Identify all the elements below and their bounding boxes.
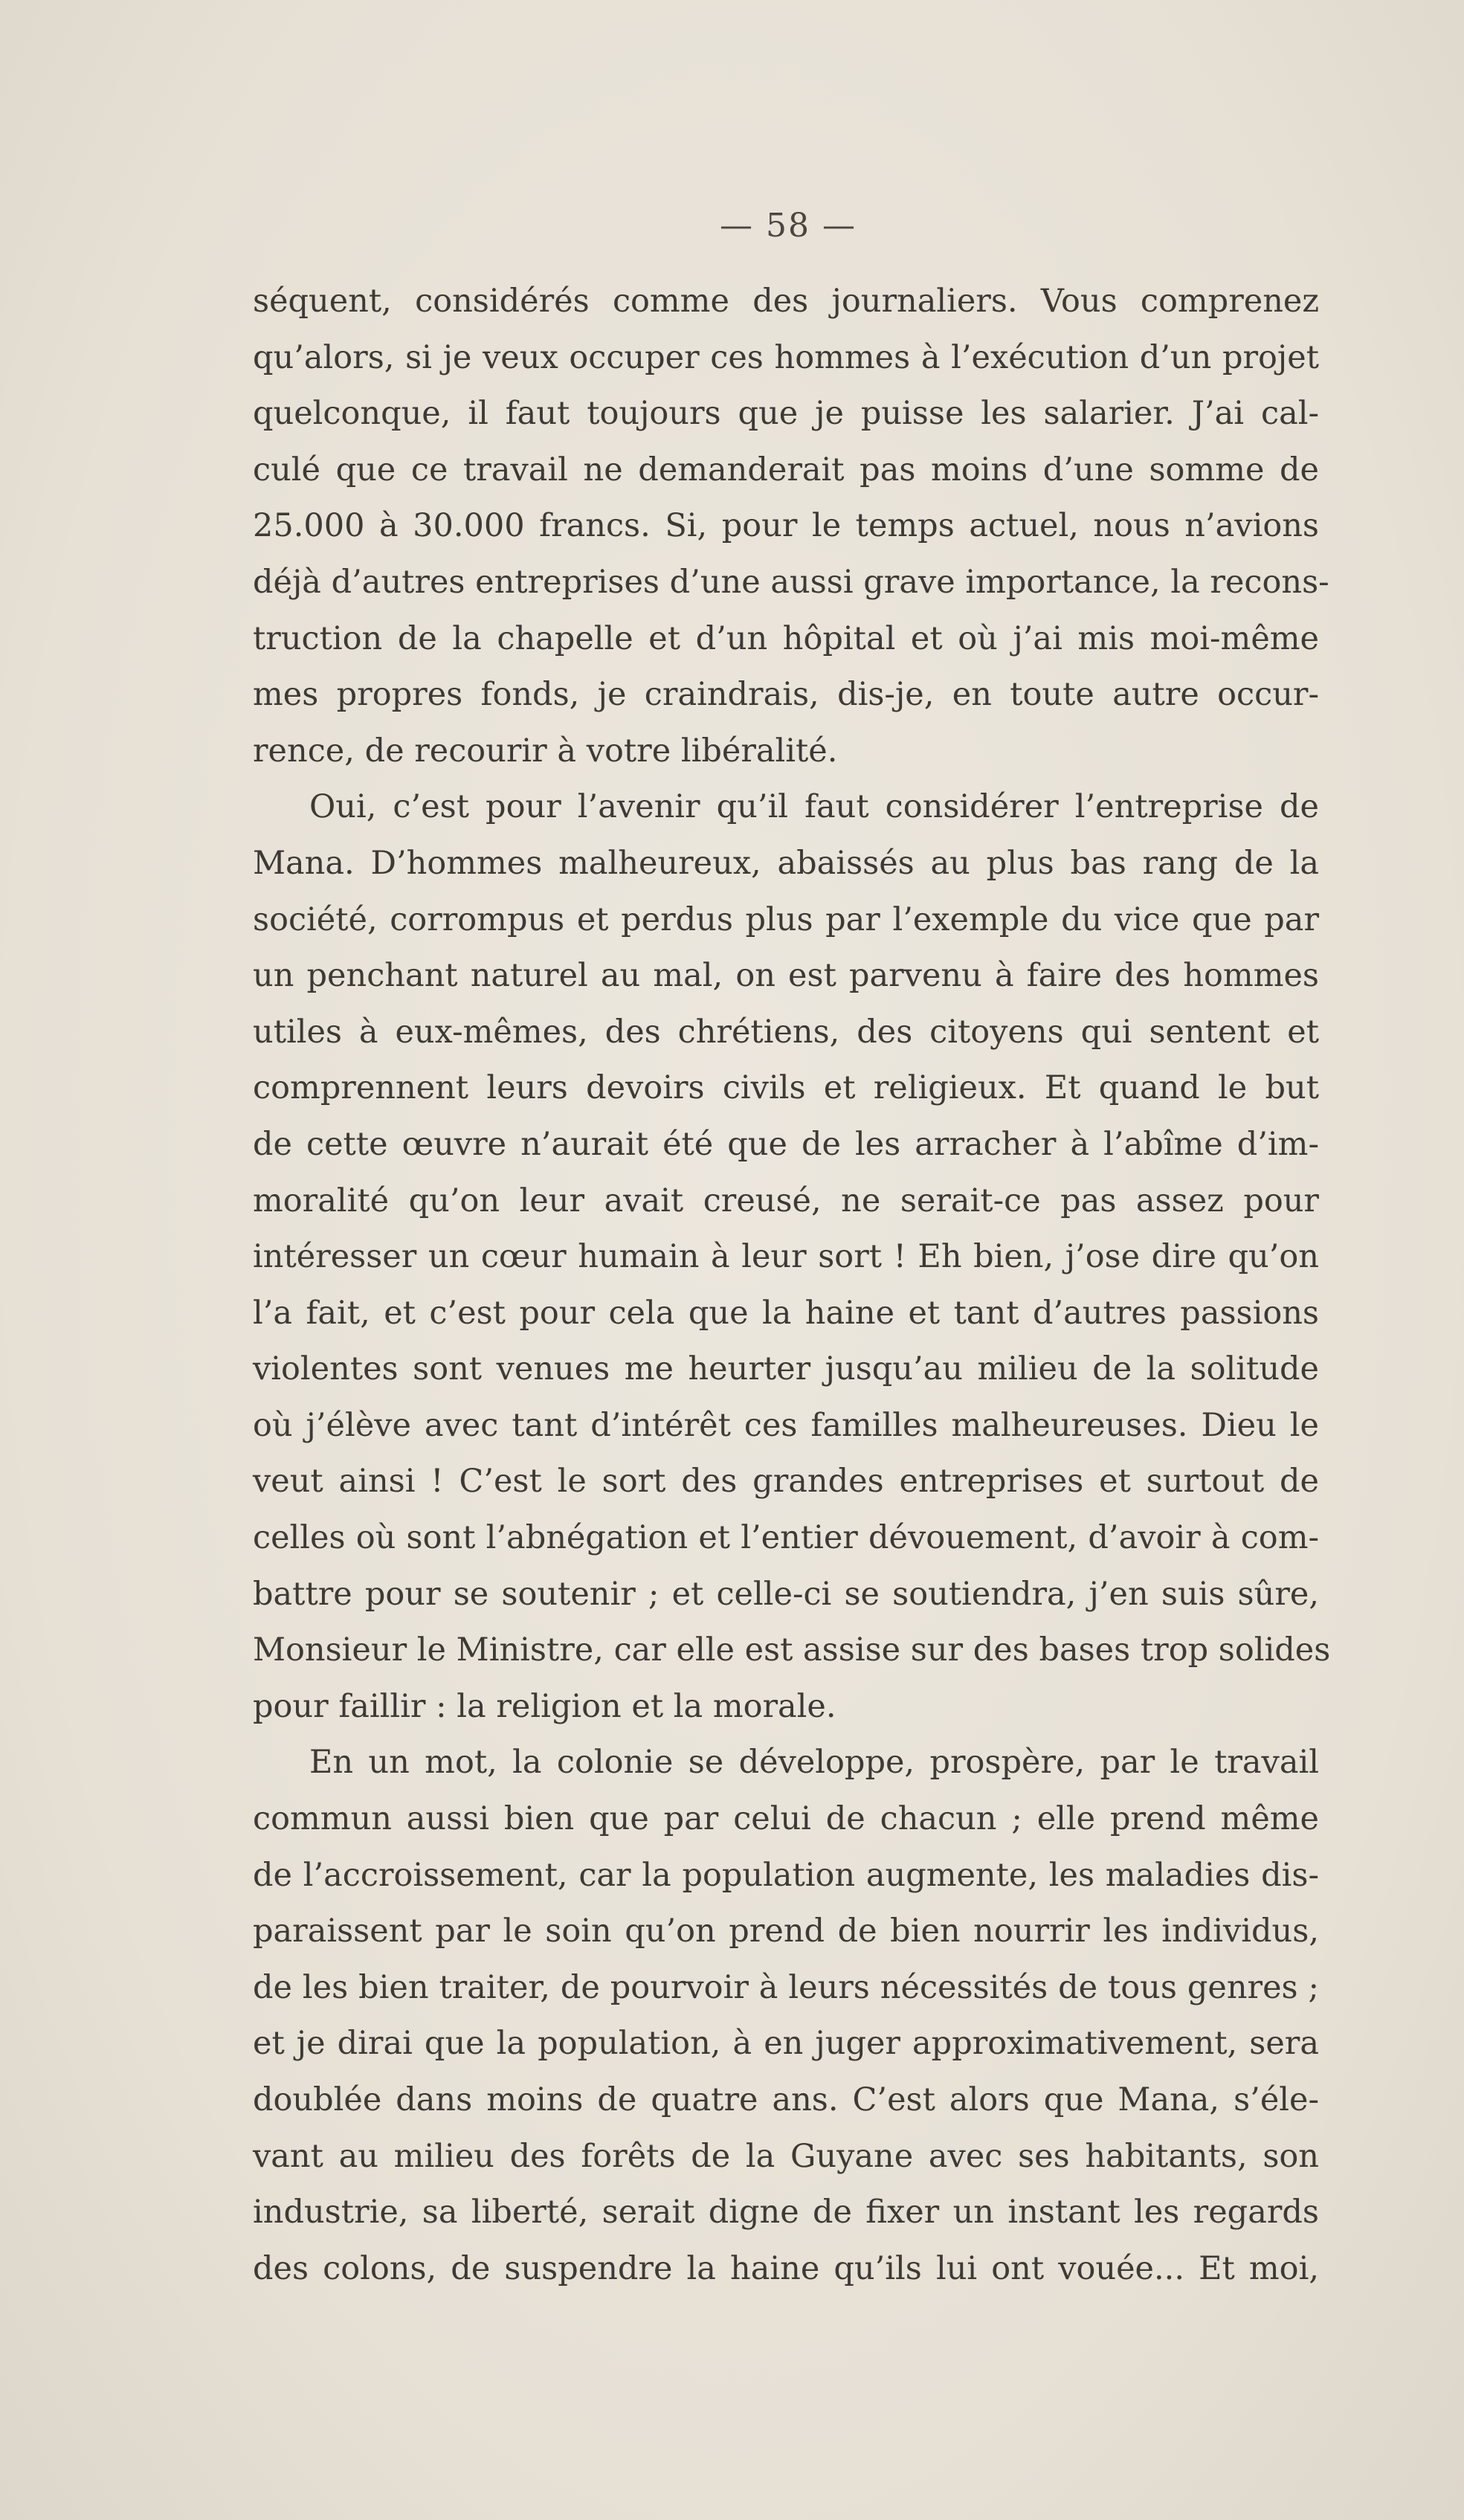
text-line: quelconque, il faut toujours que je puisse les salarier. J’ai cal-: [253, 395, 1319, 433]
text-line: société, corrompus et perdus plus par l’exemple du vice que par: [253, 900, 1319, 938]
text-line: Monsieur le Ministre, car elle est assise sur des bases trop solides: [253, 1631, 1331, 1669]
page-number: — 58 —: [720, 207, 857, 245]
text-line: où j’élève avec tant d’intérêt ces familles malheureuses. Dieu le: [253, 1406, 1319, 1444]
text-line: violentes sont venues me heurter jusqu’au milieu de la solitude: [253, 1350, 1319, 1388]
text-line: intéresser un cœur humain à leur sort ! Eh bien, j’ose dire qu’on: [253, 1238, 1319, 1276]
text-line: séquent, considérés comme des journaliers. Vous comprenez: [253, 283, 1319, 320]
paragraph-2: [253, 779, 1331, 1735]
text-line: un penchant naturel au mal, on est parvenu à faire des hommes: [253, 957, 1319, 995]
text-line: vant au milieu des forêts de la Guyane avec ses habitants, son: [253, 2137, 1319, 2175]
body-text: [253, 274, 1331, 2297]
text-line: déjà d’autres entreprises d’une aussi grave importance, la recons-: [253, 563, 1329, 601]
text-line: et je dirai que la population, à en juger approximativement, sera: [253, 2025, 1319, 2063]
text-line: battre pour se soutenir ; et celle-ci se soutiendra, j’en suis sûre,: [253, 1575, 1319, 1613]
text-line: industrie, sa liberté, serait digne de fixer un instant les regards: [253, 2194, 1319, 2231]
text-line: En un mot, la colonie se développe, prospère, par le travail: [309, 1744, 1319, 1782]
text-line: truction de la chapelle et d’un hôpital et où j’ai mis moi-même: [253, 619, 1319, 657]
text-line: 25.000 à 30.000 francs. Si, pour le temps actuel, nous n’avions: [253, 507, 1319, 545]
text-line: commun aussi bien que par celui de chacun ; elle prend même: [253, 1800, 1319, 1838]
paragraph-1: [253, 274, 1329, 779]
text-line: de cette œuvre n’aurait été que de les arracher à l’abîme d’im-: [253, 1125, 1319, 1163]
text-line: qu’alors, si je veux occuper ces hommes à l’exécution d’un projet: [253, 338, 1319, 376]
text-line: mes propres fonds, je craindrais, dis-je, en toute autre occur-: [253, 676, 1319, 714]
text-line: comprennent leurs devoirs civils et religieux. Et quand le but: [253, 1069, 1319, 1107]
text-line: celles où sont l’abnégation et l’entier dévouement, d’avoir à com-: [253, 1519, 1319, 1557]
text-line: moralité qu’on leur avait creusé, ne serait-ce pas assez pour: [253, 1182, 1319, 1219]
text-line: rence, de recourir à votre libéralité.: [253, 732, 838, 770]
text-line: utiles à eux-mêmes, des chrétiens, des citoyens qui sentent et: [253, 1013, 1319, 1051]
text-line: veut ainsi ! C’est le sort des grandes entreprises et surtout de: [253, 1463, 1319, 1501]
text-line: de l’accroissement, car la population augmente, les maladies dis-: [253, 1856, 1319, 1894]
text-line: de les bien traiter, de pourvoir à leurs nécessités de tous genres ;: [253, 1968, 1319, 2006]
text-line: culé que ce travail ne demanderait pas moins d’une somme de: [253, 451, 1319, 489]
text-line: l’a fait, et c’est pour cela que la haine et tant d’autres passions: [253, 1294, 1319, 1332]
text-line: des colons, de suspendre la haine qu’ils lui ont vouée... Et moi,: [253, 2249, 1319, 2287]
text-line: pour faillir : la religion et la morale.: [253, 1687, 836, 1725]
text-line: doublée dans moins de quatre ans. C’est alors que Mana, s’éle-: [253, 2081, 1319, 2118]
paragraph-3: [253, 1735, 1319, 2297]
text-line: Mana. D’hommes malheureux, abaissés au plus bas rang de la: [253, 844, 1319, 882]
text-line: Oui, c’est pour l’avenir qu’il faut considérer l’entreprise de: [309, 788, 1319, 826]
text-line: paraissent par le soin qu’on prend de bien nourrir les individus,: [253, 1912, 1319, 1950]
